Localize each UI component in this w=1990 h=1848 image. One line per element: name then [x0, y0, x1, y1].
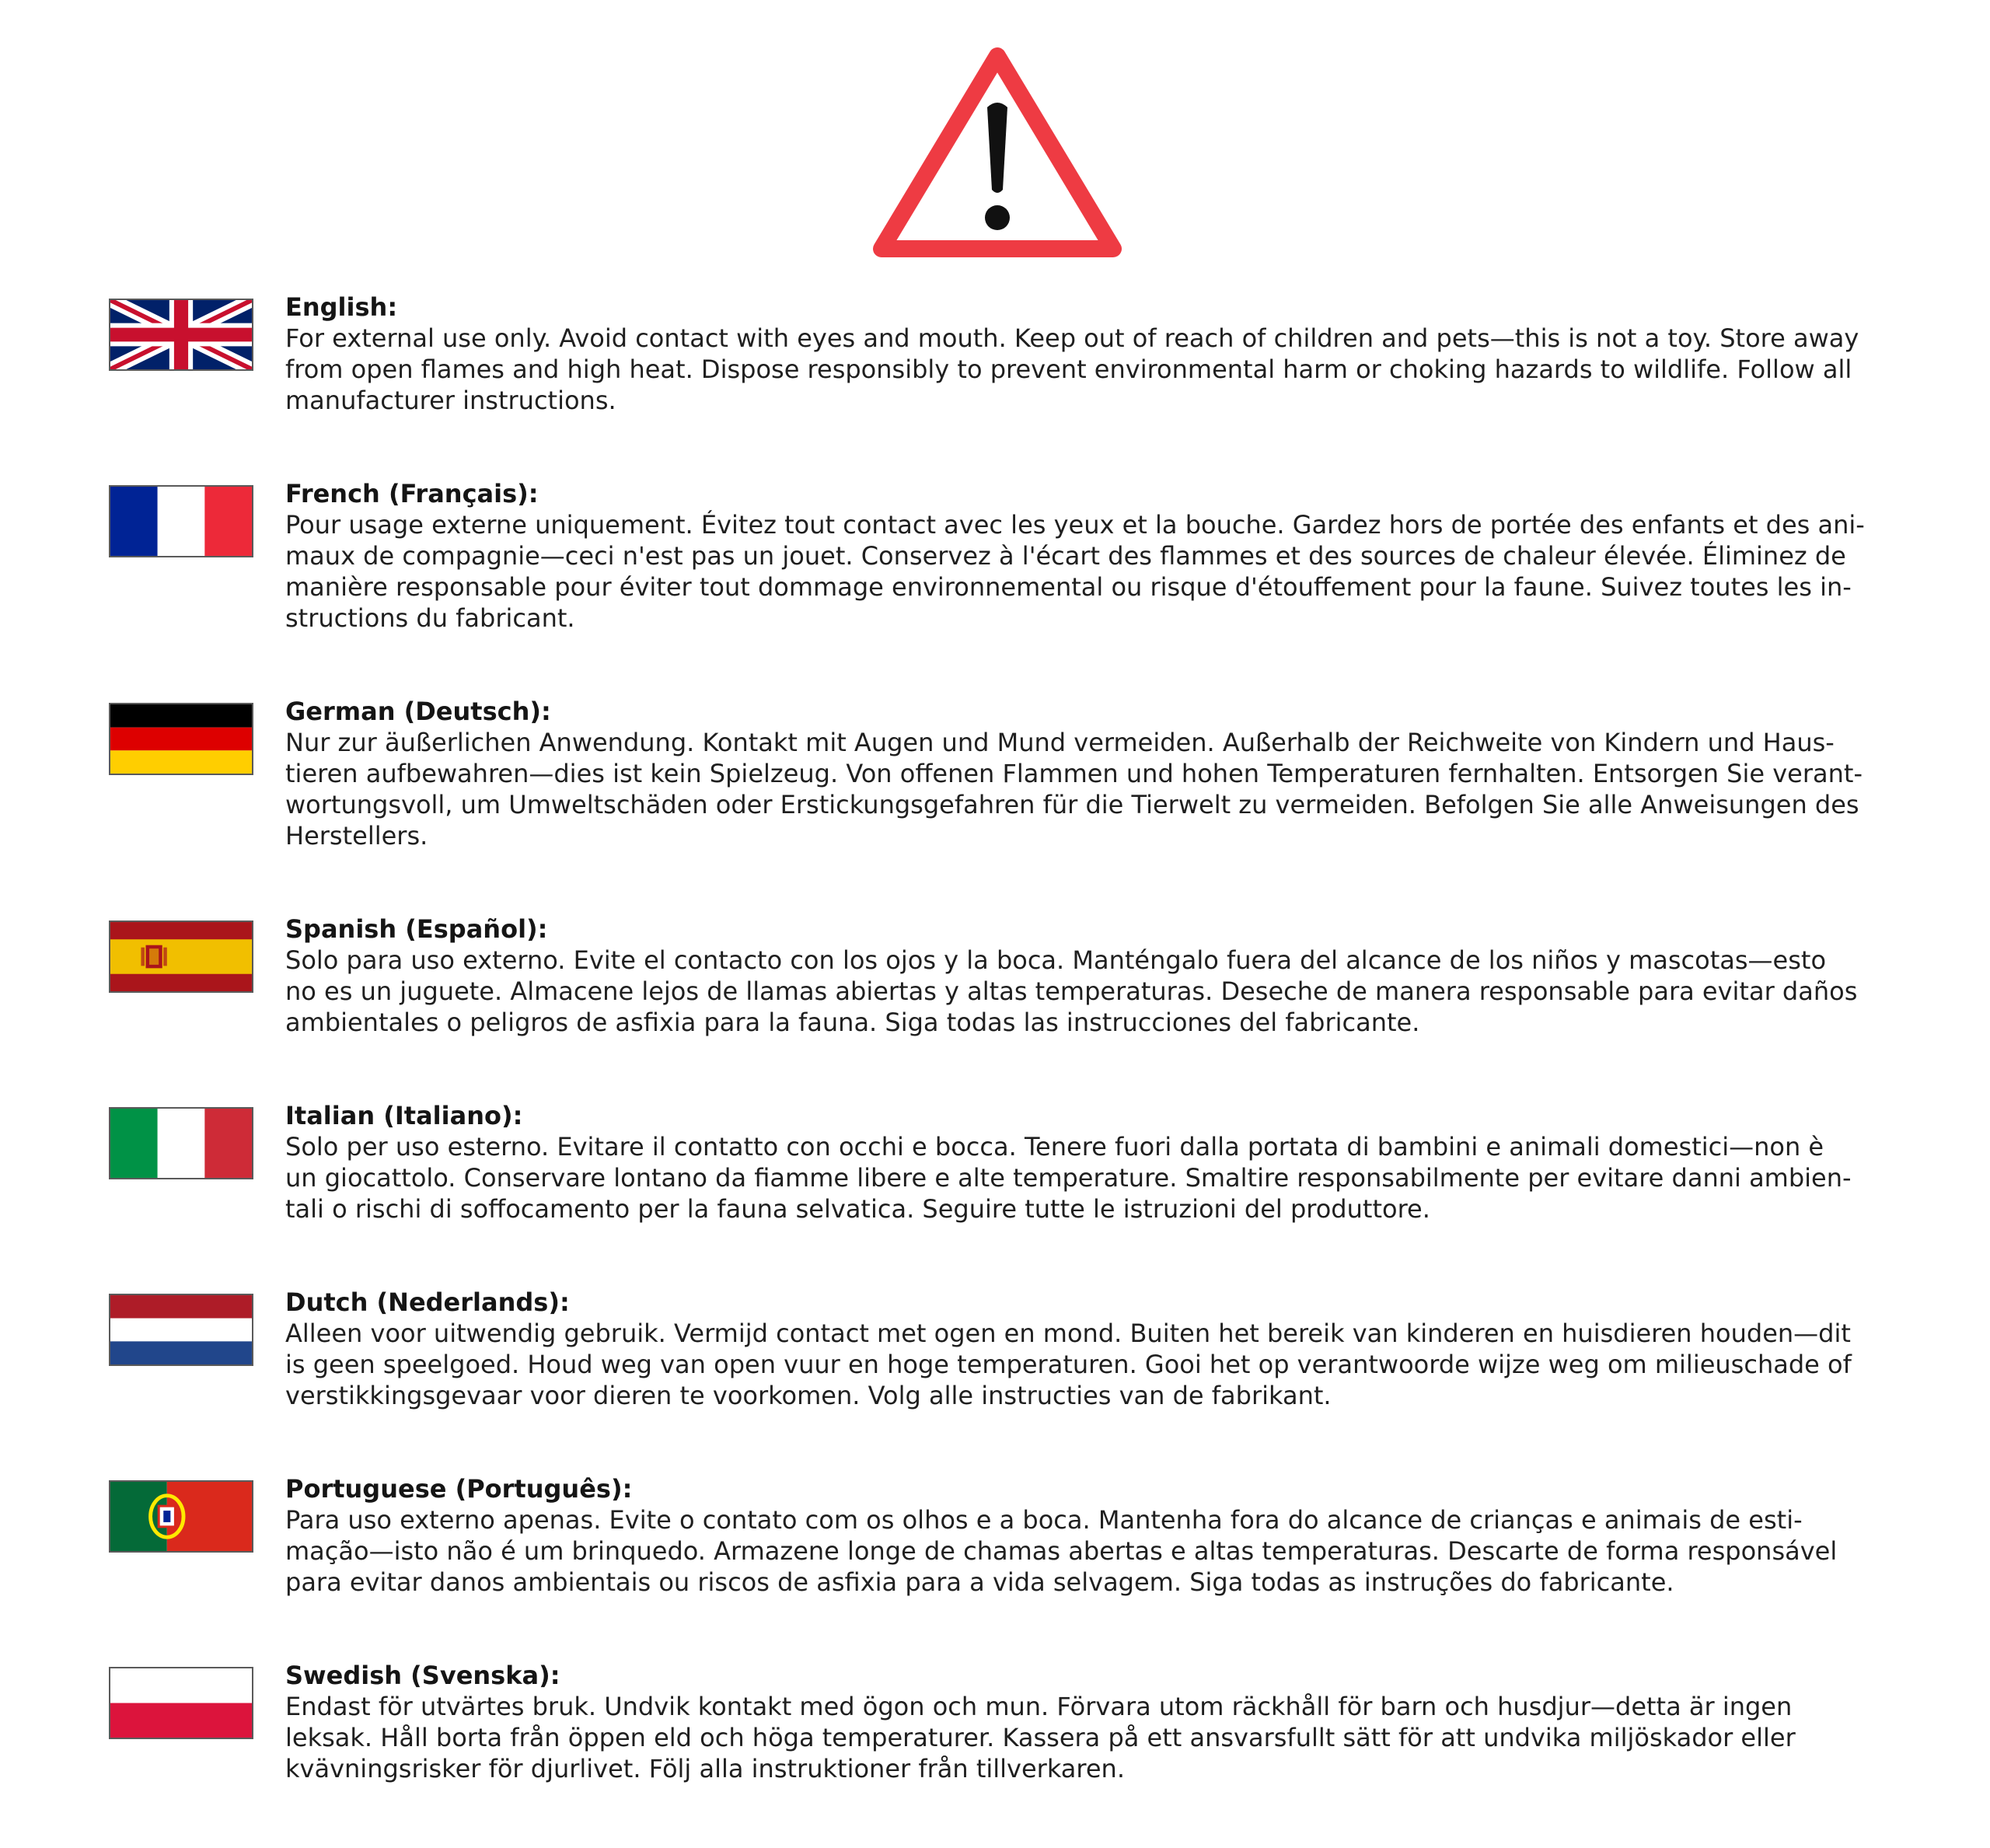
warning-line: is geen speelgoed. Houd weg van open vuur en hoge temperaturen. Gooi het op verantwoorde wijze weg om milieuschade of	[285, 1350, 1852, 1379]
warning-line: manière responsable pour éviter tout dommage environnemental ou risque d'étouffement pour la faune. Suivez toutes les in-	[285, 572, 1852, 602]
germany-flag-icon	[109, 703, 253, 775]
warning-triangle-icon	[872, 45, 1122, 260]
warning-text-german	[285, 696, 1918, 851]
warning-line: manufacturer instructions.	[285, 386, 616, 415]
warning-text-english	[285, 292, 1918, 416]
language-heading: Portuguese (Português):	[285, 1474, 633, 1504]
warning-line: Nur zur äußerlichen Anwendung. Kontakt mit Augen und Mund vermeiden. Außerhalb der Reichweite von Kindern und Haus-	[285, 728, 1835, 757]
language-heading: Dutch (Nederlands):	[285, 1287, 570, 1317]
warning-line: Para uso externo apenas. Evite o contato com os olhos e a boca. Mantenha fora do alcance de crianças e animais de esti-	[285, 1505, 1803, 1535]
warning-line: para evitar danos ambientais ou riscos de asfixia para a vida selvagem. Siga todas as instruções do fabricante.	[285, 1567, 1674, 1597]
language-heading: French (Français):	[285, 479, 539, 508]
language-heading: Spanish (Español):	[285, 914, 548, 944]
warning-line: Solo per uso esterno. Evitare il contatto con occhi e bocca. Tenere fuori dalla portata di bambini e animali domestici—non è	[285, 1132, 1824, 1162]
italy-flag-icon	[109, 1107, 253, 1179]
language-heading: German (Deutsch):	[285, 697, 551, 726]
warning-text-dutch	[285, 1287, 1918, 1411]
warning-line: tieren aufbewahren—dies ist kein Spielzeug. Von offenen Flammen und hohen Temperaturen fernhalten. Entsorgen Sie verant-	[285, 759, 1863, 788]
warning-line: structions du fabricant.	[285, 603, 575, 633]
warning-line: mação—isto não é um brinquedo. Armazene longe de chamas abertas e altas temperaturas. Descarte de forma responsável	[285, 1536, 1838, 1566]
uk-flag-icon	[109, 299, 253, 371]
warning-line: wortungsvoll, um Umweltschäden oder Erstickungsgefahren für die Tierwelt zu vermeiden. Befolgen Sie alle Anweisungen des	[285, 790, 1859, 819]
warning-line: verstikkingsgevaar voor dieren te voorkomen. Volg alle instructies van de fabrikant.	[285, 1381, 1332, 1410]
warning-line: maux de compagnie—ceci n'est pas un jouet. Conservez à l'écart des flammes et des sources de chaleur élevée. Éliminez de	[285, 541, 1846, 571]
warning-line: Alleen voor uitwendig gebruik. Vermijd contact met ogen en mond. Buiten het bereik van kinderen en huisdieren houden—dit	[285, 1319, 1851, 1348]
warning-text-italian	[285, 1100, 1918, 1224]
france-flag-icon	[109, 485, 253, 557]
spain-flag-icon	[109, 921, 253, 993]
warning-text-spanish	[285, 914, 1918, 1038]
warning-line: Pour usage externe uniquement. Évitez tout contact avec les yeux et la bouche. Gardez hors de portée des enfants et des ani-	[285, 510, 1865, 540]
warning-line: ambientales o peligros de asfixia para la fauna. Siga todas las instrucciones del fabricante.	[285, 1008, 1420, 1037]
netherlands-flag-icon	[109, 1294, 253, 1366]
warning-line: Solo para uso externo. Evite el contacto con los ojos y la boca. Manténgalo fuera del alcance de los niños y mascotas—esto	[285, 945, 1827, 975]
language-heading: Swedish (Svenska):	[285, 1661, 560, 1690]
warning-line: from open flames and high heat. Dispose responsibly to prevent environmental harm or choking hazards to wildlife. Follow all	[285, 355, 1852, 384]
warning-line: un giocattolo. Conservare lontano da fiamme libere e alte temperature. Smaltire responsabilmente per evitare danni ambien-	[285, 1163, 1852, 1193]
warning-line: tali o rischi di soffocamento per la fauna selvatica. Seguire tutte le istruzioni del produttore.	[285, 1194, 1430, 1224]
language-heading: English:	[285, 292, 398, 322]
warning-line: leksak. Håll borta från öppen eld och höga temperaturer. Kassera på ett ansvarsfullt sätt för att undvika miljöskador eller	[285, 1723, 1796, 1752]
language-heading: Italian (Italiano):	[285, 1101, 523, 1130]
portugal-flag-icon	[109, 1480, 253, 1553]
warning-text-portuguese	[285, 1473, 1918, 1598]
poland-flag-icon	[109, 1667, 253, 1739]
warning-line: For external use only. Avoid contact with eyes and mouth. Keep out of reach of children and pets—this is not a toy. Store away	[285, 323, 1859, 353]
warning-line: no es un juguete. Almacene lejos de llamas abiertas y altas temperaturas. Deseche de manera responsable para evitar daños	[285, 976, 1858, 1006]
warning-text-swedish	[285, 1660, 1918, 1784]
warning-line: kvävningsrisker för djurlivet. Följ alla instruktioner från tillverkaren.	[285, 1754, 1125, 1783]
warning-line: Herstellers.	[285, 821, 428, 851]
warning-line: Endast för utvärtes bruk. Undvik kontakt med ögon och mun. Förvara utom räckhåll för barn och husdjur—detta är ingen	[285, 1692, 1793, 1721]
warning-text-french	[285, 478, 1918, 634]
